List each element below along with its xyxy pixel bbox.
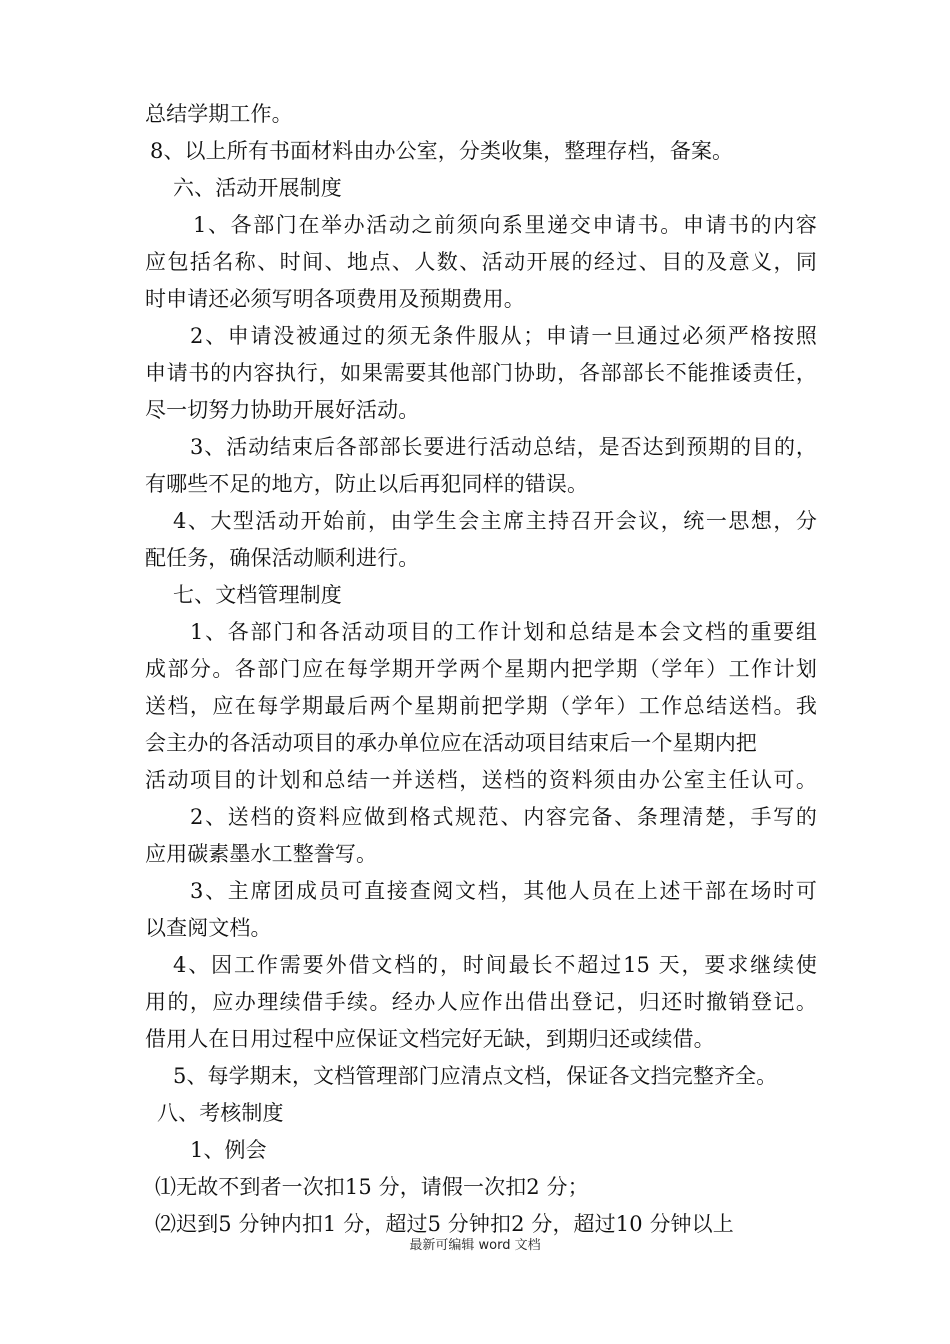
- paragraph-line: 活动项目的计划和总结一并送档，送档的资料须由办公室主任认可。: [145, 768, 817, 792]
- paragraph-line: 送档，应在每学期最后两个星期前把学期（学年）工作总结送档。我: [145, 694, 817, 718]
- paragraph-line: 以查阅文档。: [145, 916, 272, 940]
- paragraph-line: 申请书的内容执行，如果需要其他部门协助，各部部长不能推诿责任，: [145, 361, 817, 385]
- paragraph-line: 应用碳素墨水工整誊写。: [145, 842, 378, 866]
- paragraph-line: 3、活动结束后各部部长要进行活动总结，是否达到预期的目的，: [190, 435, 817, 459]
- paragraph-line: 1、各部门和各活动项目的工作计划和总结是本会文档的重要组: [190, 620, 817, 644]
- list-item: ⑴无故不到者一次扣15 分，请假一次扣2 分；: [155, 1175, 589, 1199]
- paragraph-line: 时申请还必须写明各项费用及预期费用。: [145, 287, 525, 311]
- paragraph-line: 总结学期工作。: [145, 102, 293, 126]
- section-heading: 八、考核制度: [157, 1101, 284, 1125]
- paragraph-line: 2、申请没被通过的须无条件服从；申请一旦通过必须严格按照: [190, 324, 817, 348]
- paragraph-line: 4、大型活动开始前，由学生会主席主持召开会议，统一思想，分: [173, 509, 817, 533]
- paragraph-line: 8、以上所有书面材料由办公室，分类收集，整理存档，备案。: [150, 139, 734, 163]
- page-footer: 最新可编辑 word 文档: [409, 1238, 541, 1253]
- paragraph-line: 5、每学期末，文档管理部门应清点文档，保证各文挡完整齐全。: [173, 1064, 778, 1088]
- paragraph-line: 借用人在日用过程中应保证文档完好无缺，到期归还或续借。: [145, 1027, 715, 1051]
- paragraph-line: 用的，应办理续借手续。经办人应作出借出登记，归还时撤销登记。: [145, 990, 817, 1014]
- paragraph-line: 会主办的各活动项目的承办单位应在活动项目结束后一个星期内把: [145, 731, 757, 755]
- section-heading: 七、文档管理制度: [173, 583, 342, 607]
- paragraph-line: 成部分。各部门应在每学期开学两个星期内把学期（学年）工作计划: [145, 657, 817, 681]
- paragraph-line: 3、主席团成员可直接查阅文档，其他人员在上述干部在场时可: [190, 879, 817, 903]
- section-heading: 六、活动开展制度: [173, 176, 342, 200]
- paragraph-line: 4、因工作需要外借文档的，时间最长不超过15 天，要求继续使: [173, 953, 817, 977]
- paragraph-line: 应包括名称、时间、地点、人数、活动开展的经过、目的及意义，同: [145, 250, 817, 274]
- document-body: [145, 96, 820, 1243]
- subsection-heading: 1、例会: [190, 1138, 267, 1162]
- paragraph-line: 有哪些不足的地方，防止以后再犯同样的错误。: [145, 472, 589, 496]
- paragraph-line: 2、送档的资料应做到格式规范、内容完备、条理清楚，手写的: [190, 805, 817, 829]
- paragraph-line: 尽一切努力协助开展好活动。: [145, 398, 420, 422]
- list-item: ⑵迟到5 分钟内扣1 分，超过5 分钟扣2 分，超过10 分钟以上: [155, 1212, 734, 1236]
- paragraph-line: 配任务，确保活动顺利进行。: [145, 546, 420, 570]
- paragraph-line: 1、各部门在举办活动之前须向系里递交申请书。申请书的内容: [193, 213, 817, 237]
